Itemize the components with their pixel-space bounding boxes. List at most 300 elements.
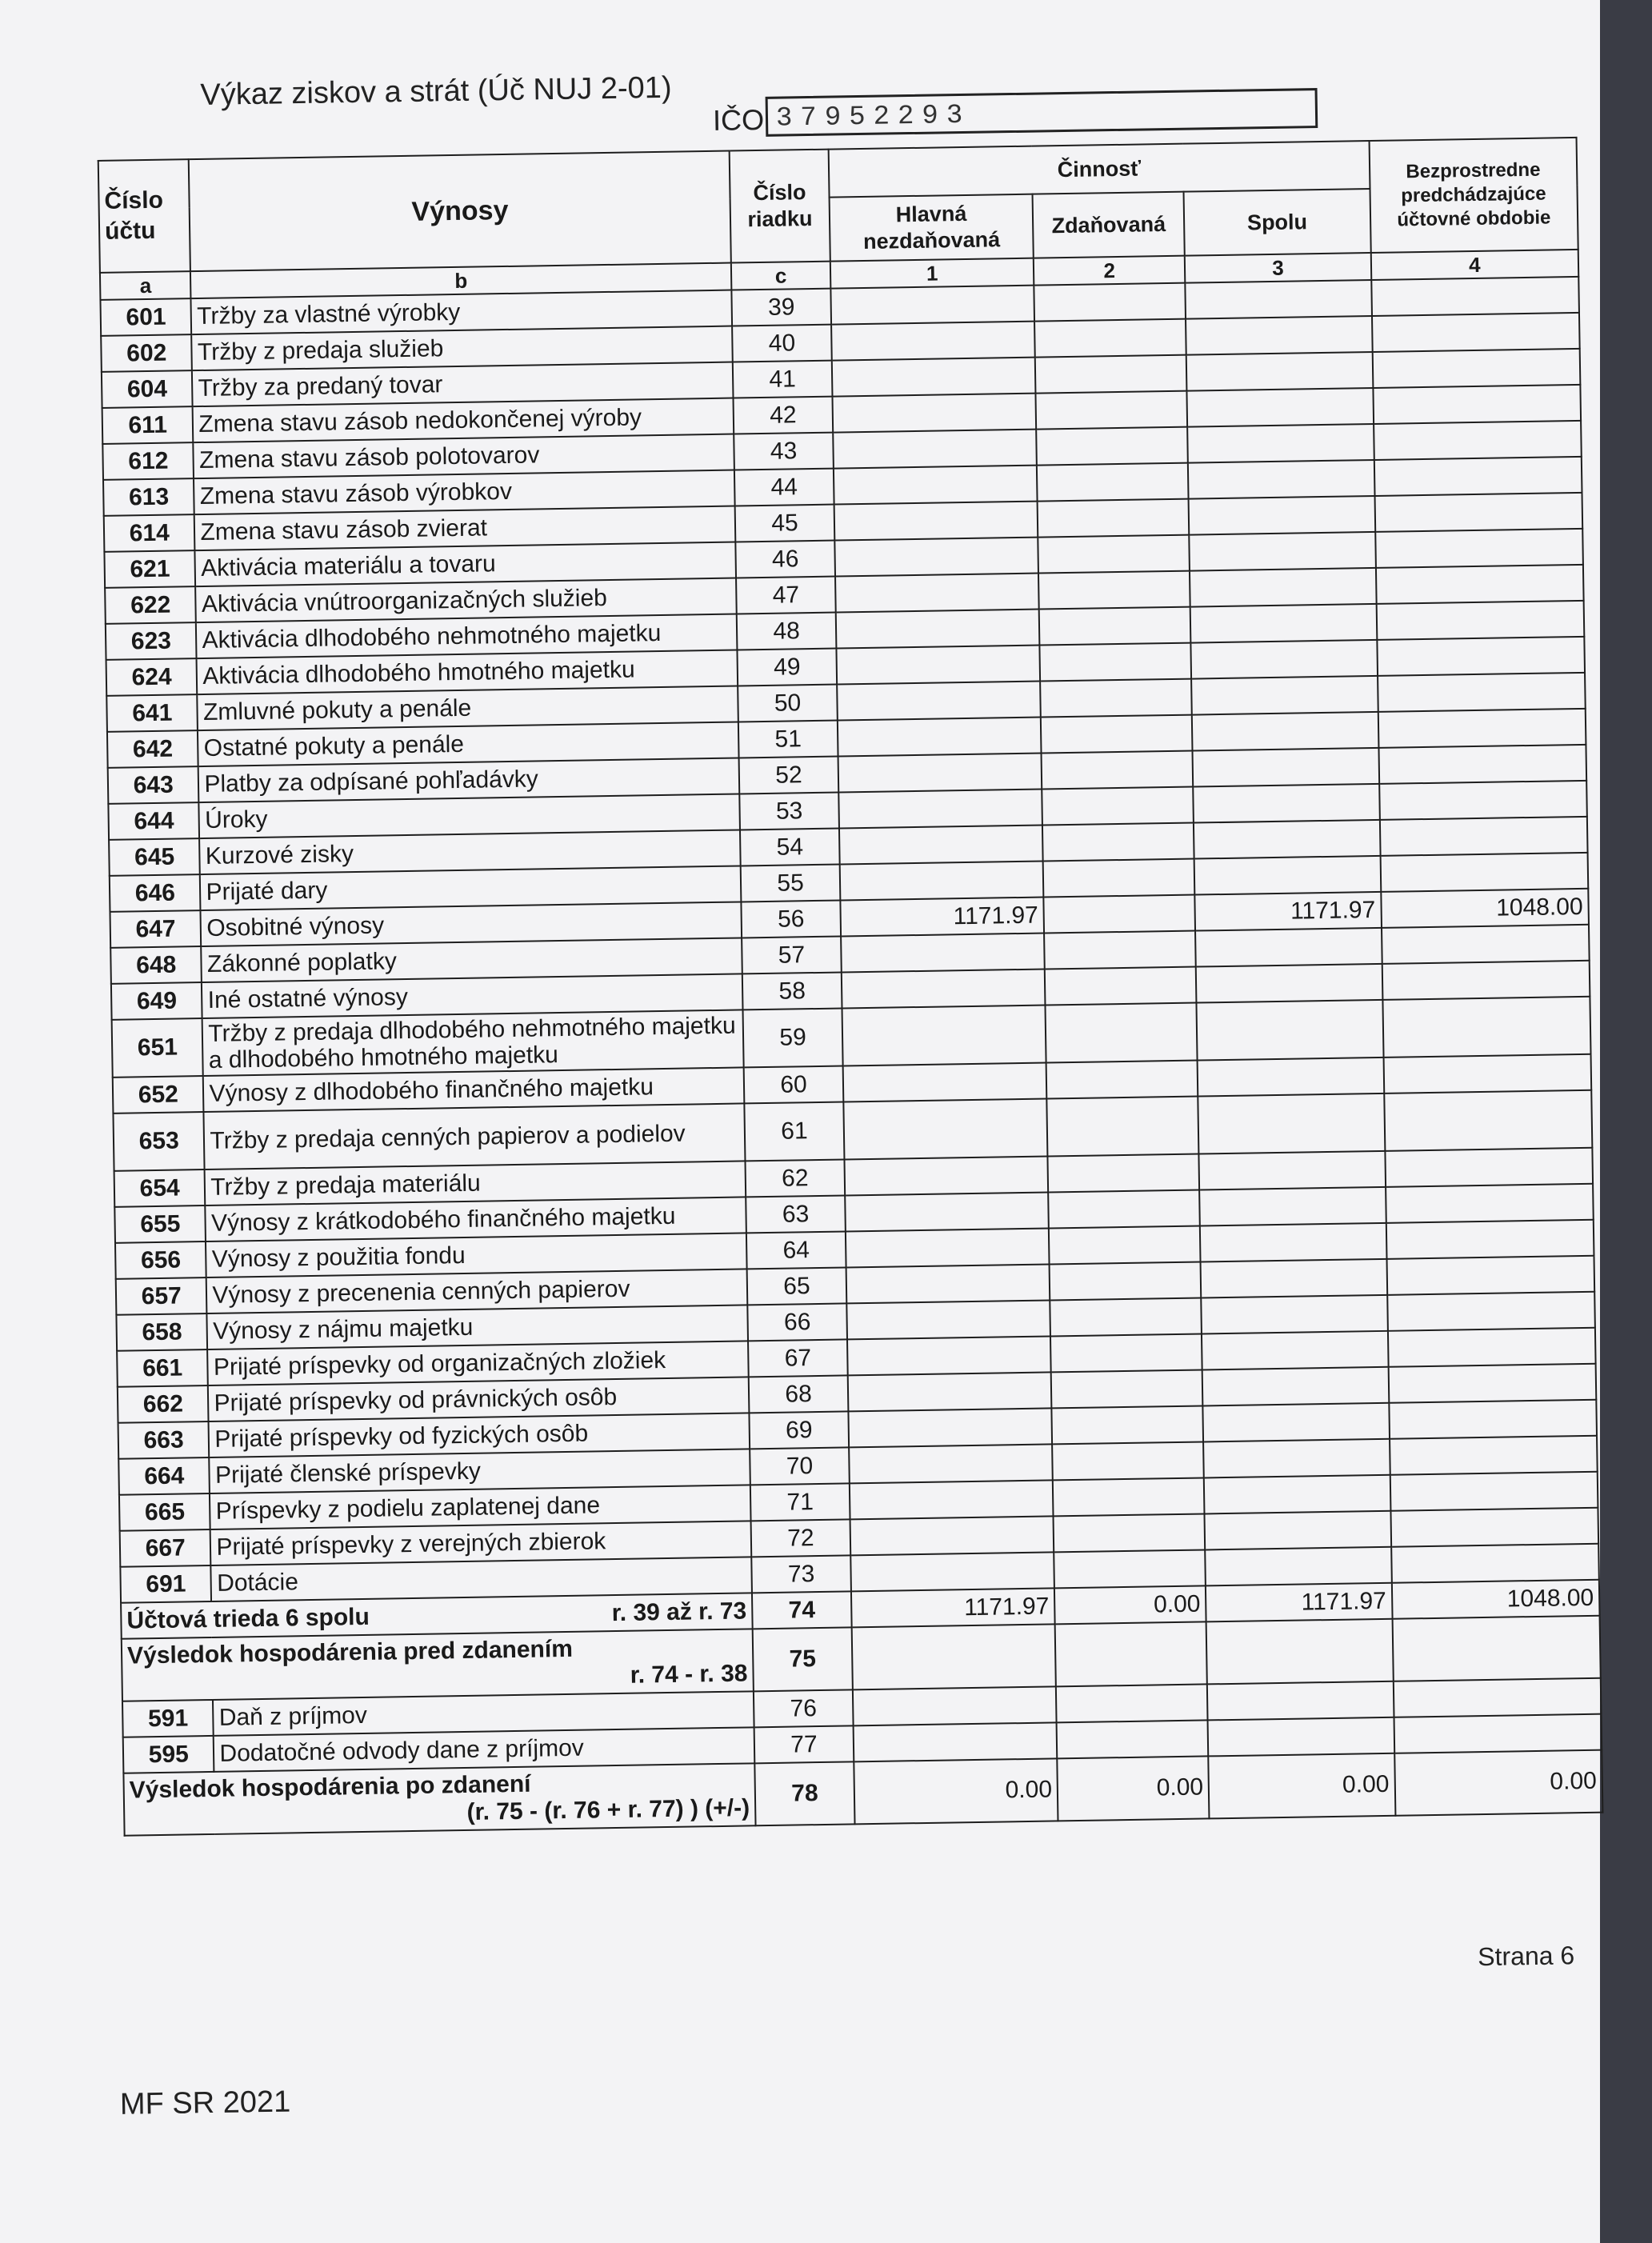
value-zdanovana [1043, 859, 1195, 898]
value-spolu [1204, 1475, 1390, 1514]
row-name: Výnosy z krátkodobého finančného majetku [206, 1197, 746, 1241]
row-name: Zmena stavu zásob výrobkov [194, 470, 734, 515]
account-number: 667 [120, 1529, 211, 1567]
summary-trieda6-c2: 0.00 [1054, 1585, 1206, 1624]
row-number: 63 [746, 1195, 846, 1233]
final-result-c1: 0.00 [854, 1758, 1058, 1824]
row-name: Výnosy z nájmu majetku [207, 1305, 748, 1349]
value-spolu [1202, 1367, 1389, 1406]
value-zdanovana [1039, 607, 1191, 646]
row-name: Daň z príjmov [213, 1691, 754, 1736]
value-spolu [1194, 856, 1381, 895]
value-spolu [1188, 460, 1374, 499]
row-name: Aktivácia dlhodobého hmotného majetku [197, 650, 738, 695]
value-spolu [1191, 640, 1378, 679]
summary-pred-zdanenim-c3 [1206, 1619, 1394, 1685]
value-zdanovana [1034, 283, 1186, 322]
value-hlavna [834, 466, 1038, 505]
row-name: Aktivácia materiálu a tovaru [195, 542, 736, 587]
row-number: 56 [741, 901, 841, 938]
row-number: 45 [735, 505, 835, 542]
summary-pred-zdanenim-c2 [1055, 1621, 1207, 1686]
account-number: 611 [102, 406, 194, 444]
row-name: Aktivácia dlhodobého nehmotného majetku [196, 614, 737, 659]
row-number: 72 [750, 1519, 850, 1557]
value-hlavna: 1171.97 [841, 898, 1045, 937]
account-number: 691 [120, 1565, 211, 1603]
value-predchadzajuce [1391, 1544, 1599, 1583]
row-name: Zmena stavu zásob nedokončenej výroby [193, 398, 734, 443]
value-spolu [1203, 1439, 1390, 1478]
account-number: 647 [110, 910, 201, 948]
value-predchadzajuce [1374, 457, 1582, 496]
account-number: 641 [106, 694, 198, 732]
row-name: Kurzové zisky [200, 830, 741, 874]
value-hlavna [841, 934, 1045, 973]
value-hlavna [834, 538, 1038, 577]
account-number: 656 [115, 1241, 206, 1279]
row-number: 62 [745, 1159, 845, 1197]
value-zdanovana [1050, 1261, 1202, 1300]
value-predchadzajuce [1386, 1220, 1594, 1259]
value-zdanovana [1046, 1003, 1198, 1063]
value-spolu [1195, 928, 1382, 967]
account-number: 642 [107, 730, 198, 768]
account-number: 646 [110, 874, 201, 912]
row-number: 61 [744, 1102, 844, 1161]
value-predchadzajuce [1394, 1714, 1602, 1753]
report-title: Výkaz ziskov a strát (Úč NUJ 2-01) [200, 70, 672, 112]
value-predchadzajuce [1373, 385, 1581, 424]
header-spolu: Spolu [1184, 189, 1371, 256]
row-number: 43 [734, 433, 834, 470]
value-zdanovana [1038, 535, 1190, 574]
value-spolu [1186, 280, 1372, 319]
header-zdanovana: Zdaňovaná [1033, 192, 1185, 258]
final-result-riadok: 78 [754, 1761, 854, 1825]
value-predchadzajuce [1388, 1328, 1596, 1367]
account-number: 657 [116, 1277, 207, 1315]
row-name: Zmena stavu zásob zvierat [194, 506, 735, 551]
row-name: Zmluvné pokuty a penále [198, 686, 738, 730]
account-number: 663 [118, 1421, 210, 1459]
value-zdanovana [1043, 895, 1195, 934]
value-zdanovana [1046, 1097, 1198, 1157]
value-spolu [1200, 1223, 1386, 1262]
row-number: 51 [738, 721, 838, 758]
value-hlavna [833, 430, 1037, 469]
value-spolu [1207, 1681, 1394, 1721]
row-number: 65 [746, 1267, 846, 1305]
value-hlavna [842, 970, 1046, 1009]
income-statement-table [98, 137, 1604, 1837]
header-vynosy: Výnosy [189, 151, 731, 272]
value-zdanovana [1051, 1369, 1203, 1408]
letter-2: 2 [1034, 256, 1186, 286]
row-number: 71 [750, 1483, 850, 1521]
row-number: 57 [742, 937, 842, 974]
value-hlavna [836, 610, 1040, 649]
final-result-c3: 0.00 [1208, 1753, 1395, 1819]
value-predchadzajuce [1376, 601, 1584, 640]
value-spolu [1189, 496, 1375, 535]
value-predchadzajuce [1378, 673, 1586, 712]
value-spolu [1197, 1000, 1383, 1061]
page-number: Strana 6 [1477, 1941, 1575, 1972]
value-hlavna [849, 1408, 1053, 1447]
value-zdanovana [1038, 499, 1190, 538]
value-zdanovana [1034, 319, 1186, 358]
account-number: 595 [123, 1736, 214, 1773]
account-number: 654 [114, 1169, 206, 1207]
account-number: 643 [108, 766, 199, 804]
row-number: 64 [746, 1231, 846, 1269]
row-number: 49 [737, 649, 837, 686]
row-name: Tržby z predaja služieb [192, 326, 733, 371]
row-number: 55 [741, 865, 841, 902]
account-number: 648 [110, 946, 202, 984]
value-zdanovana [1050, 1297, 1202, 1336]
value-predchadzajuce [1378, 709, 1586, 748]
row-number: 70 [750, 1447, 850, 1485]
value-predchadzajuce [1371, 277, 1579, 316]
account-number: 665 [119, 1493, 210, 1531]
row-number: 76 [754, 1689, 854, 1727]
value-hlavna [845, 1192, 1049, 1231]
value-predchadzajuce [1379, 817, 1587, 856]
value-predchadzajuce [1377, 637, 1585, 676]
value-spolu [1186, 316, 1372, 355]
row-name: Výnosy z použitia fondu [206, 1233, 746, 1277]
form-page [96, 48, 1642, 2199]
value-hlavna [833, 394, 1037, 433]
ico-field: 37952293 [766, 88, 1318, 137]
value-predchadzajuce [1382, 997, 1591, 1058]
summary-trieda6-label: Účtová trieda 6 spolu [126, 1603, 370, 1634]
value-spolu [1192, 712, 1378, 751]
summary-trieda6-riadok: 74 [752, 1591, 852, 1629]
final-result-formula: (r. 75 - (r. 76 + r. 77) ) (+/-) [466, 1794, 750, 1825]
header-cislo-riadku: Číslo riadku [730, 150, 830, 263]
value-hlavna [842, 1006, 1046, 1066]
value-spolu [1199, 1187, 1386, 1226]
value-spolu [1198, 1094, 1385, 1154]
row-number: 47 [736, 577, 836, 614]
value-spolu [1187, 424, 1374, 463]
account-number: 621 [104, 550, 195, 588]
row-number: 48 [737, 613, 837, 650]
row-number: 46 [735, 541, 835, 578]
value-hlavna [832, 358, 1036, 397]
summary-pred-zdanenim-label: Výsledok hospodárenia pred zdanením [126, 1635, 574, 1669]
value-zdanovana [1045, 967, 1197, 1006]
value-predchadzajuce [1390, 1508, 1598, 1547]
value-predchadzajuce [1387, 1292, 1595, 1331]
ico-label: IČO [712, 102, 765, 137]
value-hlavna [845, 1156, 1049, 1195]
value-predchadzajuce [1386, 1184, 1594, 1223]
final-result-label: Výsledok hospodárenia po zdanení [129, 1770, 531, 1804]
value-predchadzajuce [1390, 1472, 1598, 1511]
value-hlavna [838, 754, 1042, 793]
account-number: 591 [122, 1700, 214, 1737]
row-number: 69 [749, 1411, 849, 1449]
value-hlavna [846, 1300, 1050, 1339]
row-name: Príspevky z podielu zaplatenej dane [210, 1485, 750, 1529]
value-spolu [1193, 784, 1379, 823]
value-hlavna [840, 862, 1044, 901]
row-number: 68 [749, 1375, 849, 1413]
value-hlavna [837, 682, 1041, 721]
account-number: 651 [112, 1018, 204, 1078]
value-hlavna [850, 1516, 1054, 1555]
account-number: 645 [109, 838, 200, 876]
value-zdanovana [1037, 463, 1189, 502]
row-number: 39 [731, 289, 831, 326]
row-number: 66 [747, 1303, 847, 1341]
row-number: 41 [733, 361, 833, 398]
value-zdanovana [1040, 643, 1192, 682]
value-predchadzajuce [1383, 1054, 1591, 1094]
final-result-c2: 0.00 [1057, 1756, 1209, 1821]
row-number: 52 [738, 757, 838, 794]
row-name: Iné ostatné výnosy [202, 974, 742, 1018]
value-spolu [1203, 1403, 1390, 1442]
row-number: 54 [740, 829, 840, 866]
account-number: 622 [105, 586, 196, 624]
account-number: 652 [113, 1076, 204, 1114]
account-number: 604 [102, 370, 193, 408]
row-name: Dotácie [211, 1557, 752, 1601]
row-name: Osobitné výnosy [201, 902, 742, 946]
row-number: 40 [732, 325, 832, 362]
value-hlavna [838, 790, 1042, 829]
summary-trieda6-c4: 1048.00 [1391, 1580, 1599, 1619]
row-name: Úroky [199, 794, 740, 838]
value-predchadzajuce [1382, 925, 1590, 964]
final-result-c4: 0.00 [1394, 1750, 1603, 1816]
value-zdanovana [1054, 1513, 1206, 1552]
value-zdanovana [1044, 931, 1196, 970]
summary-pred-zdanenim-c4 [1392, 1616, 1601, 1681]
value-predchadzajuce [1374, 421, 1582, 460]
value-spolu [1186, 352, 1373, 391]
value-zdanovana [1035, 355, 1187, 394]
account-number: 649 [111, 982, 202, 1020]
row-name: Tržby za predaný tovar [192, 362, 733, 407]
value-zdanovana [1057, 1720, 1209, 1758]
row-number: 50 [738, 685, 838, 722]
value-predchadzajuce [1393, 1678, 1601, 1717]
value-predchadzajuce [1376, 565, 1584, 604]
account-number: 653 [113, 1112, 205, 1171]
account-number: 612 [102, 442, 194, 480]
account-number: 624 [106, 658, 198, 696]
value-zdanovana [1036, 427, 1188, 466]
summary-pred-zdanenim-range: r. 74 - r. 38 [630, 1660, 748, 1689]
row-name: Zákonné poplatky [202, 938, 742, 982]
value-predchadzajuce [1384, 1090, 1593, 1151]
value-predchadzajuce [1388, 1364, 1596, 1403]
value-predchadzajuce: 1048.00 [1381, 889, 1589, 928]
value-spolu: 1171.97 [1195, 892, 1382, 931]
account-number: 664 [118, 1457, 210, 1495]
row-name: Tržby za vlastné výrobky [191, 290, 732, 335]
value-predchadzajuce [1386, 1256, 1594, 1295]
value-hlavna [843, 1098, 1047, 1159]
value-zdanovana [1049, 1226, 1201, 1265]
summary-pred-zdanenim-c1 [852, 1624, 1056, 1689]
row-name: Platby za odpísané pohľadávky [198, 758, 739, 802]
value-spolu [1191, 676, 1378, 715]
value-hlavna [831, 286, 1035, 325]
row-name: Aktivácia vnútroorganizačných služieb [196, 578, 737, 623]
row-name: Prijaté členské príspevky [210, 1449, 750, 1493]
letter-a: a [100, 271, 191, 300]
value-spolu [1205, 1511, 1391, 1550]
row-number: 58 [742, 973, 842, 1010]
value-hlavna [837, 646, 1041, 685]
value-zdanovana [1056, 1684, 1208, 1722]
value-zdanovana [1051, 1405, 1203, 1444]
account-number: 658 [116, 1313, 207, 1351]
value-spolu [1201, 1295, 1387, 1334]
value-spolu [1189, 532, 1375, 571]
header-cinnost: Činnosť [829, 141, 1370, 198]
value-hlavna [850, 1552, 1054, 1591]
letter-4: 4 [1370, 250, 1578, 280]
value-hlavna [850, 1480, 1054, 1519]
row-name: Tržby z predaja dlhodobého nehmotného majetku a dlhodobého hmotného majetku [202, 1010, 743, 1076]
row-number: 53 [739, 793, 839, 830]
account-number: 661 [117, 1349, 208, 1387]
row-name: Zmena stavu zásob polotovarov [194, 434, 734, 479]
value-spolu [1198, 1058, 1384, 1097]
value-zdanovana [1040, 679, 1192, 718]
value-predchadzajuce [1372, 349, 1580, 388]
value-spolu [1205, 1547, 1391, 1586]
row-name: Prijaté dary [200, 866, 741, 910]
footer-mf-sr: MF SR 2021 [119, 2085, 291, 2121]
row-number: 73 [751, 1555, 851, 1593]
summary-trieda6-range: r. 39 až r. 73 [611, 1597, 747, 1626]
value-zdanovana [1048, 1154, 1200, 1193]
value-hlavna [834, 502, 1038, 541]
value-zdanovana [1048, 1190, 1200, 1229]
value-spolu [1199, 1151, 1386, 1190]
value-spolu [1194, 820, 1380, 859]
value-predchadzajuce [1380, 853, 1588, 892]
account-number: 601 [100, 298, 191, 336]
row-name: Tržby z predaja cenných papierov a podielov [204, 1103, 745, 1169]
value-hlavna [846, 1264, 1050, 1303]
value-hlavna [838, 718, 1042, 757]
account-number: 613 [103, 478, 194, 516]
value-zdanovana [1054, 1549, 1206, 1588]
row-number: 60 [744, 1066, 844, 1103]
value-hlavna [853, 1686, 1057, 1725]
value-hlavna [854, 1722, 1058, 1761]
value-hlavna [849, 1444, 1053, 1483]
value-zdanovana [1036, 391, 1188, 430]
letter-1: 1 [830, 258, 1034, 289]
account-number: 602 [101, 334, 192, 372]
row-name: Prijaté príspevky od právnických osôb [208, 1377, 749, 1421]
row-name: Ostatné pokuty a penále [198, 722, 738, 766]
row-number: 42 [733, 397, 833, 434]
value-zdanovana [1046, 1061, 1198, 1099]
account-number: 662 [118, 1385, 209, 1423]
letter-c: c [731, 262, 831, 290]
value-zdanovana [1053, 1477, 1205, 1516]
value-predchadzajuce [1389, 1400, 1597, 1439]
row-name: Prijaté príspevky od fyzických osôb [209, 1413, 750, 1457]
value-hlavna [846, 1228, 1050, 1267]
row-name: Prijaté príspevky z verejných zbierok [210, 1521, 751, 1565]
value-predchadzajuce [1385, 1148, 1593, 1187]
value-predchadzajuce [1374, 493, 1582, 532]
row-number: 59 [742, 1008, 842, 1067]
letter-b: b [190, 263, 731, 299]
header-hlavna: Hlavná nezdaňovaná [830, 194, 1034, 262]
summary-trieda6-c1: 1171.97 [851, 1588, 1055, 1627]
value-spolu [1193, 748, 1379, 787]
value-zdanovana [1050, 1333, 1202, 1372]
value-spolu [1196, 964, 1382, 1003]
account-number: 655 [114, 1205, 206, 1243]
value-hlavna [831, 322, 1035, 361]
row-name: Tržby z predaja materiálu [205, 1161, 746, 1205]
value-spolu [1202, 1331, 1388, 1370]
value-spolu [1190, 604, 1377, 643]
value-spolu [1208, 1717, 1394, 1757]
value-zdanovana [1052, 1441, 1204, 1480]
value-hlavna [847, 1336, 1051, 1375]
value-zdanovana [1041, 715, 1193, 754]
letter-3: 3 [1185, 253, 1371, 283]
row-number: 67 [748, 1339, 848, 1377]
account-number: 623 [106, 622, 197, 660]
value-zdanovana [1042, 787, 1194, 826]
row-number: 77 [754, 1725, 854, 1763]
value-hlavna [848, 1372, 1052, 1411]
rows-body [100, 277, 1598, 1603]
row-name: Prijaté príspevky od organizačných zložiek [208, 1341, 749, 1385]
value-zdanovana [1042, 823, 1194, 862]
account-number: 614 [104, 514, 195, 552]
value-zdanovana [1042, 751, 1194, 790]
row-name: Dodatočné odvody dane z príjmov [214, 1727, 754, 1772]
row-name: Výnosy z precenenia cenných papierov [206, 1269, 747, 1313]
header-cislo-uctu: Číslo účtu [98, 159, 191, 273]
value-predchadzajuce [1375, 529, 1583, 568]
account-number: 644 [108, 802, 199, 840]
value-spolu [1190, 568, 1376, 607]
value-predchadzajuce [1378, 745, 1586, 784]
row-number: 44 [734, 469, 834, 506]
value-hlavna [835, 574, 1039, 613]
final-result [123, 1763, 755, 1835]
summary-pred-zdanenim-riadok: 75 [753, 1627, 853, 1691]
summary-pred-zdanenim [122, 1629, 754, 1701]
value-spolu [1201, 1259, 1387, 1298]
value-hlavna [843, 1062, 1047, 1102]
value-predchadzajuce [1382, 961, 1590, 1000]
value-predchadzajuce [1372, 313, 1580, 352]
value-zdanovana [1038, 571, 1190, 610]
summary-trieda6-c3: 1171.97 [1206, 1583, 1392, 1622]
value-predchadzajuce [1379, 781, 1587, 820]
